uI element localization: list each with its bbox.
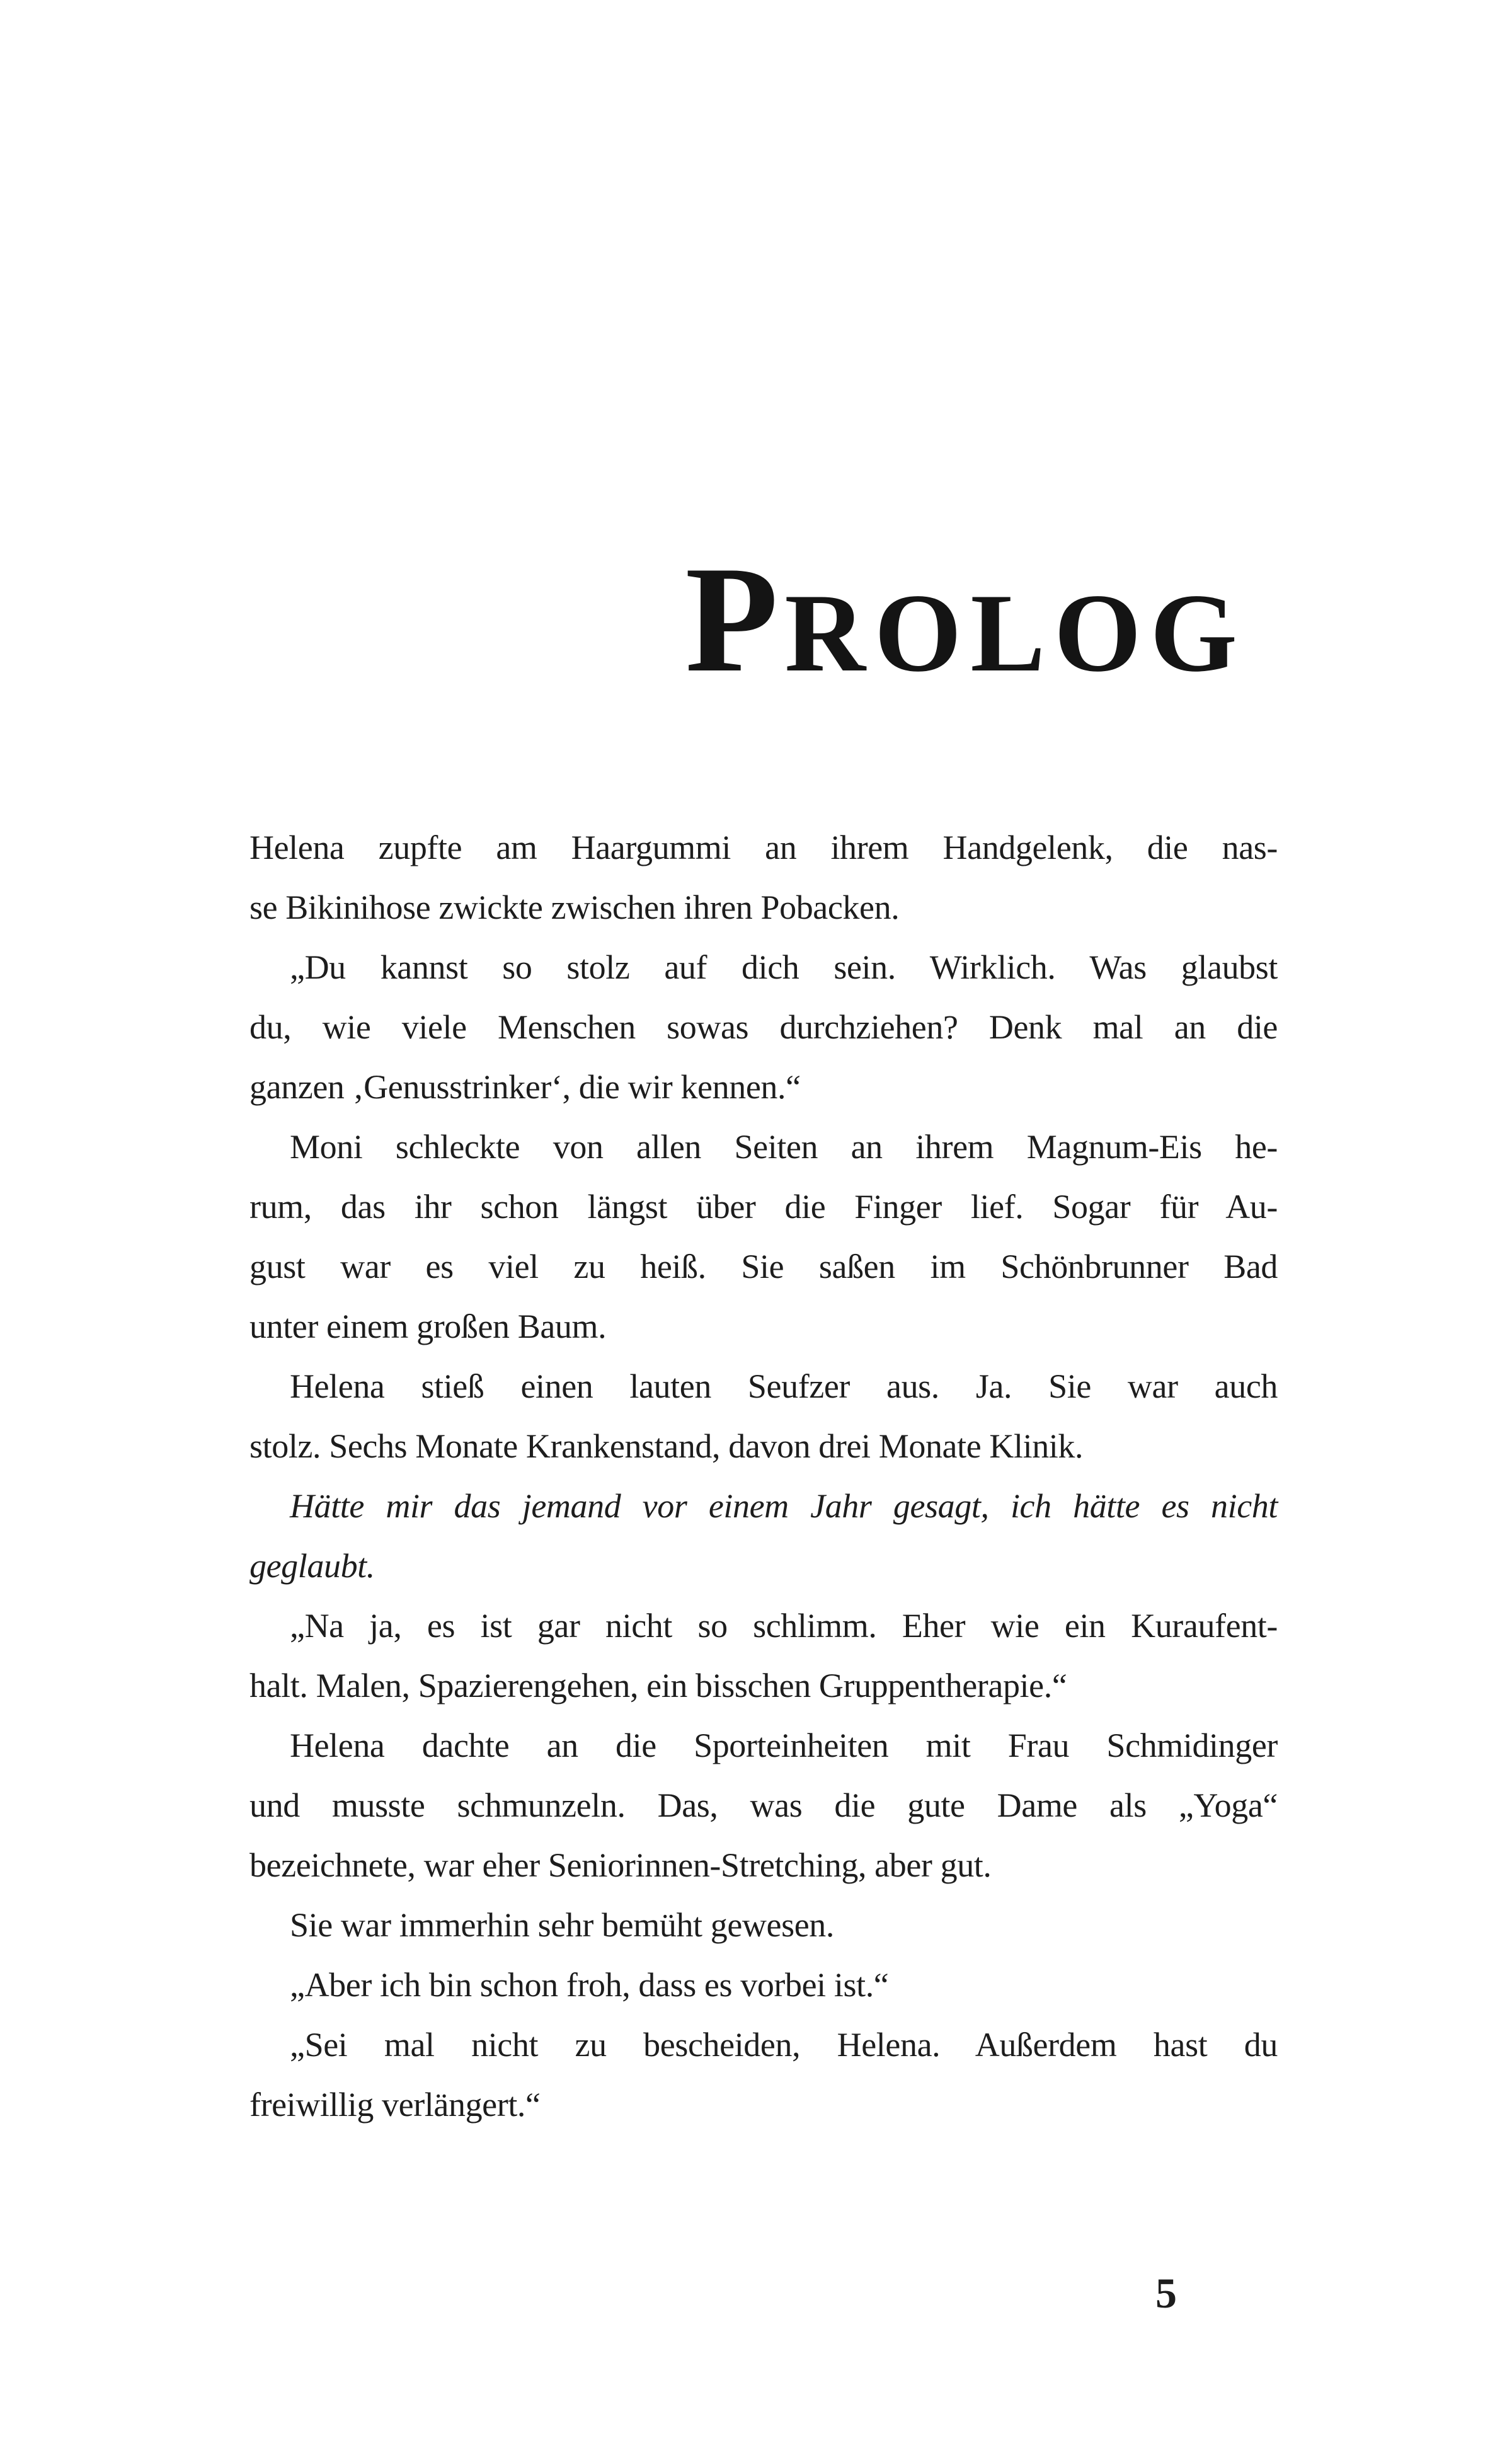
text-line: „Sei mal nicht zu bescheiden, Helena. Außerdem hast du <box>290 2026 1278 2064</box>
text-block <box>249 818 1278 2135</box>
paragraph <box>249 1117 1278 1357</box>
text-line: „Du kannst so stolz auf dich sein. Wirklich. Was glaubst <box>290 948 1278 986</box>
chapter-heading-initial: P <box>685 535 785 704</box>
text-line: Sie war immerhin sehr bemüht gewesen. <box>290 1906 834 1944</box>
text-line: halt. Malen, Spazierengehen, ein bisschen Gruppentherapie.“ <box>249 1667 1067 1704</box>
paragraph <box>249 1357 1278 1476</box>
chapter-heading <box>249 535 1278 740</box>
text-line: du, wie viele Menschen sowas durchziehen? Denk mal an die <box>249 1008 1278 1046</box>
page-number: 5 <box>1155 2269 1177 2317</box>
text-line: freiwillig verlängert.“ <box>249 2086 541 2124</box>
text-line: „Aber ich bin schon froh, dass es vorbei ist.“ <box>290 1966 889 2004</box>
paragraph <box>249 938 1278 1117</box>
text-line: „Na ja, es ist gar nicht so schlimm. Eher wie ein Kuraufent- <box>290 1607 1278 1645</box>
paragraph <box>249 2015 1278 2135</box>
paragraph <box>249 1716 1278 1895</box>
paragraph <box>249 1895 1278 1955</box>
text-line: Helena stieß einen lauten Seufzer aus. Ja. Sie war auch <box>290 1367 1278 1405</box>
text-line: und musste schmunzeln. Das, was die gute Dame als „Yoga“ <box>249 1786 1278 1824</box>
paragraph <box>249 1596 1278 1716</box>
text-line: Helena zupfte am Haargummi an ihrem Handgelenk, die nas- <box>249 829 1278 866</box>
text-line: bezeichnete, war eher Seniorinnen-Stretching, aber gut. <box>249 1846 992 1884</box>
text-line: ganzen ‚Genusstrinker‘, die wir kennen.“ <box>249 1068 801 1106</box>
paragraph <box>249 1476 1278 1596</box>
text-line: stolz. Sechs Monate Krankenstand, davon drei Monate Klinik. <box>249 1427 1084 1465</box>
text-line: geglaubt. <box>249 1547 375 1585</box>
text-line: se Bikinihose zwickte zwischen ihren Pobacken. <box>249 888 900 926</box>
chapter-heading-rest: ROLOG <box>784 570 1246 695</box>
text-line: gust war es viel zu heiß. Sie saßen im Schönbrunner Bad <box>249 1248 1278 1285</box>
text-line: Hätte mir das jemand vor einem Jahr gesagt, ich hätte es nicht <box>290 1487 1278 1525</box>
text-line: unter einem großen Baum. <box>249 1308 607 1345</box>
text-line: rum, das ihr schon längst über die Finger lief. Sogar für Au- <box>249 1188 1278 1226</box>
text-line: Helena dachte an die Sporteinheiten mit Frau Schmidinger <box>290 1727 1278 1764</box>
paragraph <box>249 818 1278 938</box>
paragraph <box>249 1955 1278 2015</box>
text-line: Moni schleckte von allen Seiten an ihrem Magnum-Eis he- <box>290 1128 1278 1166</box>
